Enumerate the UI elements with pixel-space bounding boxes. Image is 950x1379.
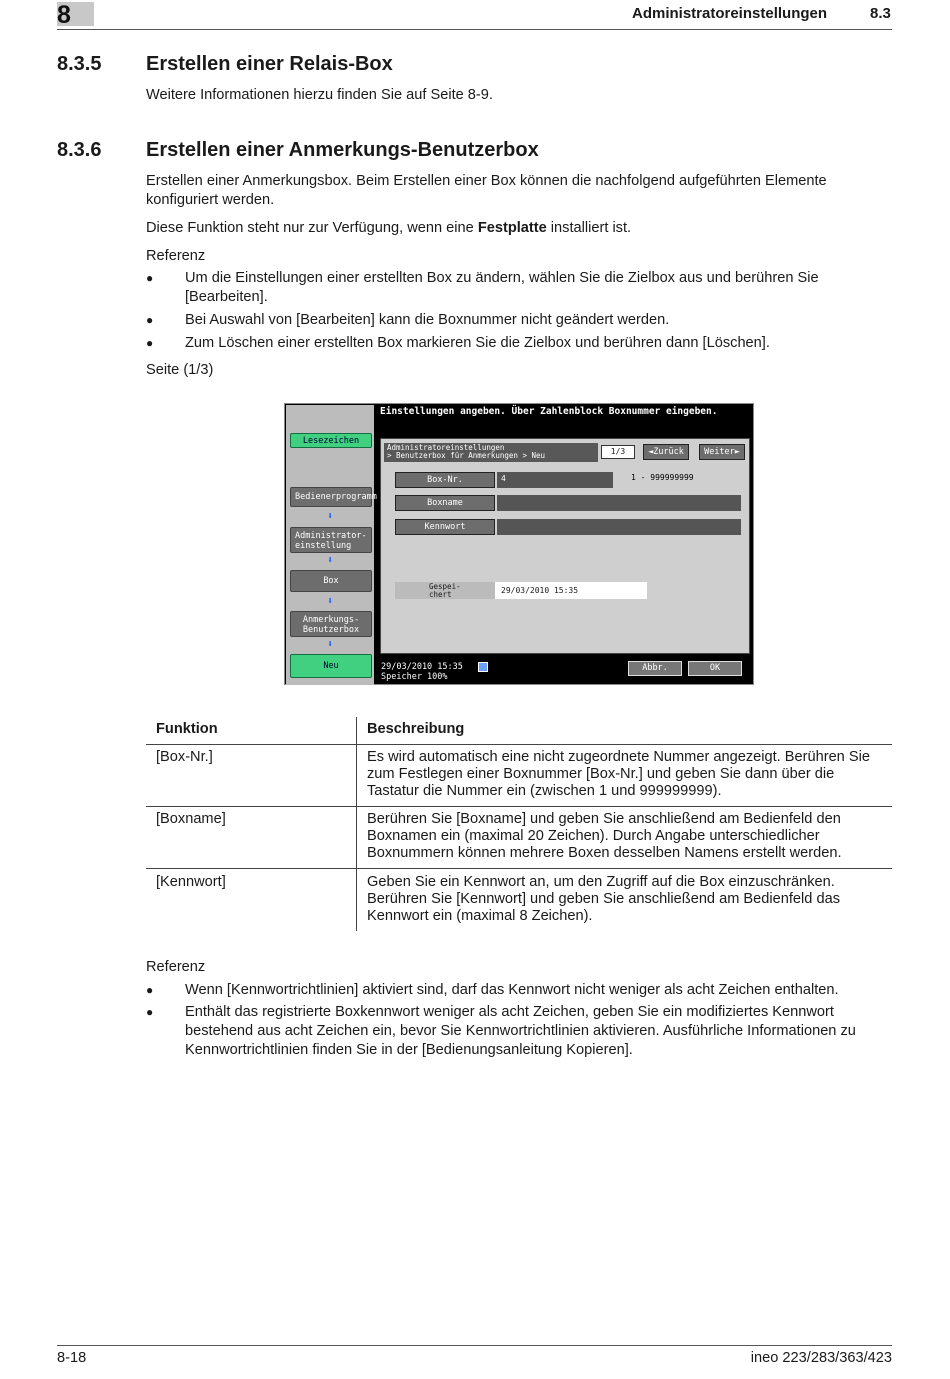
sidebar-item-operator-program[interactable]: Bedienerprogramm <box>290 487 372 507</box>
arrow-down-icon: ⬇ <box>327 511 334 522</box>
header-divider <box>57 29 892 30</box>
chapter-number: 8 <box>57 1 71 29</box>
bullet-icon: ● <box>146 271 154 285</box>
table-cell-description: Berühren Sie [Boxname] und geben Sie anschließend am Bedienfeld den Boxnamen ein (maximal 20 Zeichen). Durch Angabe unterschiedlicher Boxnummern können mehrere Boxen desselben Namens erstellt werden. <box>367 811 842 861</box>
page-label: Seite (1/3) <box>146 362 214 378</box>
box-number-field[interactable]: 4 <box>497 472 613 488</box>
arrow-down-icon: ⬇ <box>327 639 334 650</box>
arrow-down-icon: ⬇ <box>327 555 334 566</box>
sidebar-item-admin-settings[interactable]: Administrator- einstellung <box>290 527 372 553</box>
page-number: 8-18 <box>57 1350 87 1366</box>
header-title: Administratoreinstellungen <box>632 5 828 22</box>
password-button[interactable]: Kennwort <box>395 519 495 535</box>
saved-label: Gespei- chert <box>395 582 495 599</box>
device-screen <box>284 403 754 685</box>
new-button[interactable]: Neu <box>290 654 372 678</box>
section-title: Erstellen einer Anmerkungs-Benutzerbox <box>146 139 539 161</box>
table-cell-function: [Boxname] <box>156 811 226 827</box>
bullet-icon: ● <box>146 336 154 350</box>
table-cell-description: Geben Sie ein Kennwort an, um den Zugriff auf die Box einzuschränken. Berühren Sie [Kennwort] und geben Sie anschließend am Bedienfeld das Kennwort ein (maximal 8 Zeichen). <box>367 874 840 924</box>
settings-panel <box>380 438 750 654</box>
reference-label: Referenz <box>146 248 206 264</box>
footer-status <box>381 662 463 682</box>
screen-sidebar <box>286 405 377 685</box>
bullet-text: Bei Auswahl von [Bearbeiten] kann die Boxnummer nicht geändert werden. <box>185 312 670 328</box>
bullet-icon: ● <box>146 1005 154 1019</box>
status-icon <box>478 662 488 672</box>
table-divider <box>146 744 892 745</box>
sidebar-item-annotation-box[interactable]: Anmerkungs- Benutzerbox <box>290 611 372 637</box>
bullet-text: Wenn [Kennwortrichtlinien] aktiviert sind, darf das Kennwort nicht weniger als acht Zeichen enthalten. <box>185 982 839 998</box>
header-section: 8.3 <box>870 5 891 22</box>
bullet-text: Enthält das registrierte Boxkennwort weniger als acht Zeichen, geben Sie ein modifiziertes Kennwort bestehend aus acht Zeichen ein, bevor Sie Kennwortrichtlinien aktivieren. Ausführliche Informationen zu Kennwortrichtlinien finden Sie in der [Bedienungsanleitung Kopieren]. <box>185 1004 856 1058</box>
bookmark-button[interactable]: Lesezeichen <box>290 433 372 448</box>
screen-message: Einstellungen angeben. Über Zahlenblock Boxnummer eingeben. <box>380 406 718 417</box>
footer-divider <box>57 1345 892 1346</box>
footer-memory: Speicher 100% <box>381 672 448 682</box>
next-button[interactable]: Weiter► <box>699 444 745 460</box>
table-header-description: Beschreibung <box>367 721 465 737</box>
product-name: ineo 223/283/363/423 <box>750 1350 892 1366</box>
section-title: Erstellen einer Relais-Box <box>146 53 393 75</box>
table-column-divider <box>356 717 357 931</box>
saved-info <box>395 582 647 599</box>
table-header-function: Funktion <box>156 721 218 737</box>
box-number-button[interactable]: Box-Nr. <box>395 472 495 488</box>
password-field[interactable] <box>497 519 741 535</box>
section-number: 8.3.5 <box>57 53 102 75</box>
back-button[interactable]: ◄Zurück <box>643 444 689 460</box>
bullet-text: Um die Einstellungen einer erstellten Box zu ändern, wählen Sie die Zielbox aus und berühren Sie [Bearbeiten]. <box>185 270 819 305</box>
table-divider <box>146 806 892 807</box>
bullet-icon: ● <box>146 983 154 997</box>
box-name-button[interactable]: Boxname <box>395 495 495 511</box>
section-number: 8.3.6 <box>57 139 102 161</box>
breadcrumb: Administratoreinstellungen > Benutzerbox für Anmerkungen > Neu <box>384 443 598 462</box>
bullet-text: Zum Löschen einer erstellten Box markieren Sie die Zielbox und berühren dann [Löschen]. <box>185 335 770 351</box>
cancel-button[interactable]: Abbr. <box>628 661 682 676</box>
box-name-field[interactable] <box>497 495 741 511</box>
box-number-range: 1 - 999999999 <box>631 473 694 482</box>
section-text: Weitere Informationen hierzu finden Sie auf Seite 8-9. <box>146 87 493 103</box>
table-cell-description: Es wird automatisch eine nicht zugeordnete Nummer angezeigt. Berühren Sie zum Festlegen einer Boxnummer [Box-Nr.] und geben Sie dann über die Tastatur die Nummer ein (zwischen 1 und 999999999). <box>367 749 870 799</box>
footer-time: 29/03/2010 15:35 <box>381 662 463 672</box>
table-cell-function: [Kennwort] <box>156 874 226 890</box>
table-divider <box>146 868 892 869</box>
page-indicator: 1/3 <box>601 445 635 459</box>
intro-paragraph: Erstellen einer Anmerkungsbox. Beim Erstellen einer Box können die nachfolgend aufgeführten Elemente konfiguriert werden. <box>146 173 827 208</box>
arrow-down-icon: ⬇ <box>327 596 334 607</box>
reference-label: Referenz <box>146 959 206 975</box>
table-cell-function: [Box-Nr.] <box>156 749 213 765</box>
sidebar-item-box[interactable]: Box <box>290 570 372 592</box>
bullet-icon: ● <box>146 313 154 327</box>
saved-value: 29/03/2010 15:35 <box>501 586 579 595</box>
requirement-paragraph: Diese Funktion steht nur zur Verfügung, wenn eine Festplatte installiert ist. <box>146 220 632 236</box>
ok-button[interactable]: OK <box>688 661 742 676</box>
